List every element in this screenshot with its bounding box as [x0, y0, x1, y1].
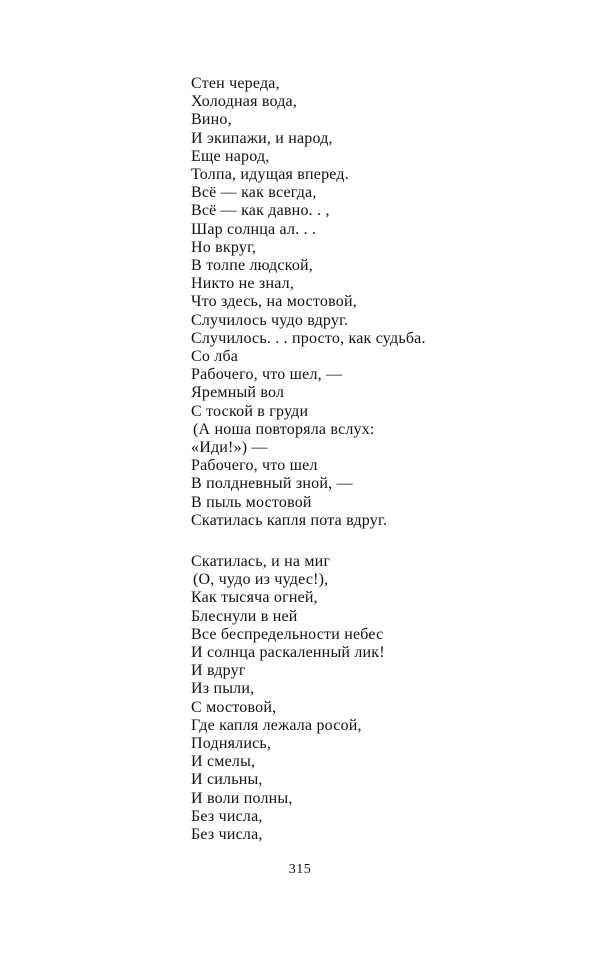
verse-line: Рабочего, что шел — [191, 457, 318, 475]
verse-line: Без числа, — [191, 826, 263, 844]
verse-line: Холодная вода, — [191, 93, 298, 111]
verse-line: И сильны, — [191, 771, 263, 789]
verse-line: Из пыли, — [191, 680, 255, 698]
verse-line: В полдневный зной, — — [191, 475, 353, 493]
verse-line: Скатилась капля пота вдруг. — [191, 511, 388, 529]
verse-line: Еще народ, — [191, 147, 270, 165]
verse-line: В пыль мостовой — [191, 493, 312, 511]
verse-line: Все беспредельности небес — [191, 625, 384, 643]
verse-line: Яремный вол — [191, 384, 285, 402]
verse-line: Поднялись, — [191, 735, 272, 753]
verse-line: Рабочего, что шел, — — [191, 366, 343, 384]
verse-line: Скатилась, и на миг — [191, 553, 331, 570]
verse-line: Но вкруг, — [191, 238, 257, 256]
verse-line: В толпе людской, — [191, 257, 313, 275]
verse-line: Со лба — [191, 348, 239, 366]
verse-line: С мостовой, — [191, 698, 277, 716]
verse-line: Всё — как всегда, — [191, 184, 317, 202]
verse-line: Случилось чудо вдруг. — [191, 311, 349, 329]
stanza-1 — [191, 75, 426, 530]
verse-line: Стен череда, — [191, 75, 280, 92]
verse-line: (А ноша повторяла вслух: — [193, 420, 375, 438]
page-number: 315 — [288, 862, 312, 877]
verse-line: Всё — как давно. . , — [191, 202, 330, 220]
verse-line: Толпа, идущая вперед. — [191, 166, 349, 184]
verse-line: Где капля лежала росой, — [191, 716, 362, 734]
verse-line: И воли полны, — [191, 789, 293, 807]
verse-line: И солнца раскаленный лик! — [191, 644, 385, 662]
verse-line: И смелы, — [191, 753, 256, 771]
verse-line: Никто не знал, — [191, 275, 295, 293]
stanza-2 — [191, 553, 385, 844]
verse-line: И экипажи, и народ, — [191, 129, 333, 147]
verse-line: «Иди!») — — [191, 439, 268, 457]
verse-line: Что здесь, на мостовой, — [191, 293, 357, 311]
verse-line: С тоской в груди — [191, 402, 309, 420]
verse-line: Без числа, — [191, 807, 263, 825]
verse-line: (О, чудо из чудес!), — [193, 571, 329, 589]
verse-line: Как тысяча огней, — [191, 589, 318, 607]
verse-line: И вдруг — [191, 662, 246, 680]
verse-line: Шар солнца ал. . . — [191, 220, 317, 238]
verse-line: Случилось. . . просто, как судьба. — [191, 329, 426, 347]
verse-line: Блеснули в ней — [191, 607, 298, 625]
verse-line: Вино, — [191, 111, 232, 129]
